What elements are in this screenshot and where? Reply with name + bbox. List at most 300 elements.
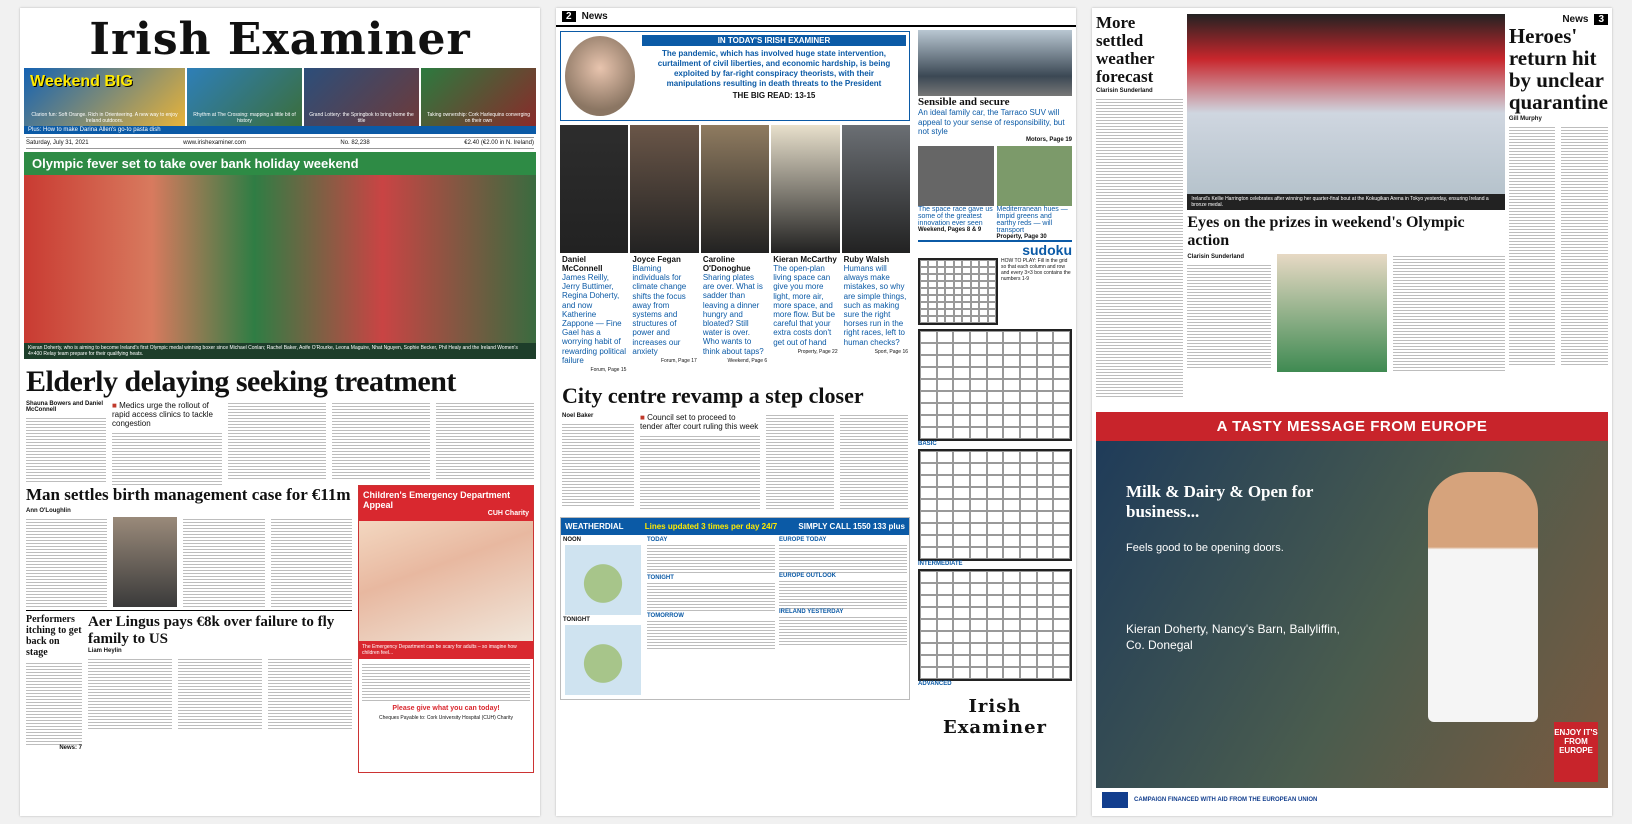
sudoku-cell[interactable] <box>937 267 945 274</box>
sudoku-cell[interactable] <box>987 391 1004 403</box>
sudoku-cell[interactable] <box>979 309 987 316</box>
sudoku-cell[interactable] <box>953 535 970 547</box>
columnist-card[interactable] <box>560 125 628 375</box>
sudoku-cell[interactable] <box>1020 427 1037 439</box>
sudoku-cell[interactable] <box>1053 403 1070 415</box>
sudoku-cell[interactable] <box>1037 331 1054 343</box>
sudoku-cell[interactable] <box>920 367 937 379</box>
sudoku-cell[interactable] <box>920 295 928 302</box>
sudoku-cell[interactable] <box>920 511 937 523</box>
sudoku-cell[interactable] <box>1003 631 1020 643</box>
sudoku-cell[interactable] <box>987 571 1004 583</box>
sudoku-cell[interactable] <box>979 267 987 274</box>
sudoku-cell[interactable] <box>1053 463 1070 475</box>
sudoku-cell[interactable] <box>920 643 937 655</box>
sudoku-cell[interactable] <box>945 309 953 316</box>
sudoku-cell[interactable] <box>920 631 937 643</box>
sudoku-cell[interactable] <box>979 274 987 281</box>
sudoku-cell[interactable] <box>937 655 954 667</box>
sudoku-cell[interactable] <box>987 595 1004 607</box>
sudoku-cell[interactable] <box>987 379 1004 391</box>
sudoku-cell[interactable] <box>1037 427 1054 439</box>
sudoku-cell[interactable] <box>1053 619 1070 631</box>
sudoku-cell[interactable] <box>1053 355 1070 367</box>
charity-cta[interactable]: Please give what you can today! <box>392 705 500 712</box>
sudoku-cell[interactable] <box>1053 367 1070 379</box>
sudoku-cell[interactable] <box>953 595 970 607</box>
sudoku-cell[interactable] <box>945 274 953 281</box>
sudoku-cell[interactable] <box>971 274 979 281</box>
sudoku-cell[interactable] <box>920 655 937 667</box>
sudoku-cell[interactable] <box>937 607 954 619</box>
sudoku-cell[interactable] <box>920 475 937 487</box>
sudoku-cell[interactable] <box>920 274 928 281</box>
sudoku-cell[interactable] <box>937 403 954 415</box>
sudoku-cell[interactable] <box>1003 451 1020 463</box>
sudoku-cell[interactable] <box>979 281 987 288</box>
sudoku-grid[interactable] <box>918 329 1072 441</box>
sudoku-cell[interactable] <box>953 475 970 487</box>
sudoku-cell[interactable] <box>1037 619 1054 631</box>
sudoku-cell[interactable] <box>937 499 954 511</box>
sudoku-cell[interactable] <box>970 595 987 607</box>
sudoku-cell[interactable] <box>987 523 1004 535</box>
columnist-card[interactable] <box>701 125 769 375</box>
sudoku-cell[interactable] <box>962 309 970 316</box>
sudoku-cell[interactable] <box>1053 631 1070 643</box>
sudoku-cell[interactable] <box>970 415 987 427</box>
sudoku-cell[interactable] <box>1020 511 1037 523</box>
sudoku-cell[interactable] <box>920 288 928 295</box>
sudoku-cell[interactable] <box>970 403 987 415</box>
sudoku-cell[interactable] <box>1020 355 1037 367</box>
sudoku-cell[interactable] <box>1003 595 1020 607</box>
sudoku-cell[interactable] <box>1020 451 1037 463</box>
sudoku-cell[interactable] <box>987 583 1004 595</box>
sudoku-cell[interactable] <box>1003 403 1020 415</box>
sudoku-cell[interactable] <box>987 487 1004 499</box>
sudoku-cell[interactable] <box>937 288 945 295</box>
sudoku-cell[interactable] <box>1037 415 1054 427</box>
sudoku-cell[interactable] <box>953 511 970 523</box>
sudoku-cell[interactable] <box>1003 343 1020 355</box>
sudoku-cell[interactable] <box>988 274 996 281</box>
sudoku-cell[interactable] <box>937 547 954 559</box>
promo-cell[interactable] <box>24 68 185 126</box>
sudoku-cell[interactable] <box>937 331 954 343</box>
promo-cell[interactable] <box>419 68 536 126</box>
sudoku-cell[interactable] <box>988 288 996 295</box>
sudoku-cell[interactable] <box>1003 475 1020 487</box>
sudoku-cell[interactable] <box>987 451 1004 463</box>
sudoku-cell[interactable] <box>987 355 1004 367</box>
sudoku-cell[interactable] <box>937 619 954 631</box>
sudoku-cell[interactable] <box>987 547 1004 559</box>
sudoku-cell[interactable] <box>1020 403 1037 415</box>
sudoku-cell[interactable] <box>970 535 987 547</box>
sudoku-cell[interactable] <box>979 295 987 302</box>
sudoku-cell[interactable] <box>937 451 954 463</box>
sudoku-cell[interactable] <box>1053 487 1070 499</box>
sudoku-cell[interactable] <box>979 302 987 309</box>
sudoku-cell[interactable] <box>1053 379 1070 391</box>
sudoku-cell[interactable] <box>954 302 962 309</box>
sudoku-cell[interactable] <box>953 367 970 379</box>
today-cta[interactable]: THE BIG READ: 13-15 <box>732 91 816 100</box>
sudoku-cell[interactable] <box>1003 523 1020 535</box>
sudoku-cell[interactable] <box>953 379 970 391</box>
sudoku-cell[interactable] <box>1053 643 1070 655</box>
sudoku-cell[interactable] <box>1003 667 1020 679</box>
sudoku-cell[interactable] <box>920 535 937 547</box>
sudoku-cell[interactable] <box>920 547 937 559</box>
sudoku-cell[interactable] <box>1037 535 1054 547</box>
sudoku-cell[interactable] <box>988 267 996 274</box>
sudoku-cell[interactable] <box>1037 583 1054 595</box>
sudoku-cell[interactable] <box>953 607 970 619</box>
sudoku-cell[interactable] <box>920 595 937 607</box>
sudoku-cell[interactable] <box>937 281 945 288</box>
sudoku-cell[interactable] <box>1037 631 1054 643</box>
sudoku-cell[interactable] <box>945 302 953 309</box>
sudoku-cell[interactable] <box>962 295 970 302</box>
sudoku-cell[interactable] <box>953 643 970 655</box>
sudoku-cell[interactable] <box>987 619 1004 631</box>
sudoku-cell[interactable] <box>937 316 945 323</box>
sudoku-cell[interactable] <box>1003 643 1020 655</box>
sudoku-cell[interactable] <box>979 288 987 295</box>
sudoku-cell[interactable] <box>928 302 936 309</box>
sudoku-cell[interactable] <box>1003 607 1020 619</box>
sudoku-cell[interactable] <box>1003 355 1020 367</box>
sudoku-cell[interactable] <box>1037 487 1054 499</box>
sudoku-cell[interactable] <box>1020 643 1037 655</box>
sudoku-cell[interactable] <box>953 583 970 595</box>
sudoku-cell[interactable] <box>987 655 1004 667</box>
sudoku-cell[interactable] <box>920 391 937 403</box>
sudoku-cell[interactable] <box>987 403 1004 415</box>
sudoku-cell[interactable] <box>920 451 937 463</box>
sudoku-cell[interactable] <box>971 288 979 295</box>
sudoku-cell[interactable] <box>1020 487 1037 499</box>
columnist-card[interactable] <box>630 125 698 375</box>
sudoku-cell[interactable] <box>1037 499 1054 511</box>
sudoku-cell[interactable] <box>1020 631 1037 643</box>
sudoku-cell[interactable] <box>937 463 954 475</box>
sudoku-cell[interactable] <box>1020 499 1037 511</box>
sudoku-cell[interactable] <box>953 499 970 511</box>
sudoku-cell[interactable] <box>937 427 954 439</box>
sudoku-cell[interactable] <box>937 523 954 535</box>
sudoku-cell[interactable] <box>945 316 953 323</box>
sudoku-cell[interactable] <box>920 302 928 309</box>
sudoku-cell[interactable] <box>970 619 987 631</box>
columnist-card[interactable] <box>771 125 839 375</box>
sudoku-cell[interactable] <box>1020 583 1037 595</box>
sudoku-cell[interactable] <box>988 309 996 316</box>
sudoku-cell[interactable] <box>979 260 987 267</box>
sudoku-cell[interactable] <box>970 667 987 679</box>
sudoku-cell[interactable] <box>953 523 970 535</box>
sudoku-cell[interactable] <box>937 302 945 309</box>
sudoku-cell[interactable] <box>928 295 936 302</box>
sudoku-grid[interactable] <box>918 569 1072 681</box>
sudoku-cell[interactable] <box>937 391 954 403</box>
sudoku-cell[interactable] <box>971 260 979 267</box>
sudoku-cell[interactable] <box>971 295 979 302</box>
sudoku-cell[interactable] <box>987 643 1004 655</box>
sudoku-cell[interactable] <box>970 571 987 583</box>
sudoku-cell[interactable] <box>937 355 954 367</box>
sudoku-cell[interactable] <box>937 511 954 523</box>
sudoku-cell[interactable] <box>945 267 953 274</box>
sudoku-cell[interactable] <box>970 355 987 367</box>
sudoku-cell[interactable] <box>954 267 962 274</box>
sudoku-cell[interactable] <box>1020 619 1037 631</box>
sudoku-cell[interactable] <box>1020 667 1037 679</box>
sudoku-cell[interactable] <box>971 281 979 288</box>
sudoku-cell[interactable] <box>987 343 1004 355</box>
sudoku-cell[interactable] <box>954 281 962 288</box>
sudoku-cell[interactable] <box>945 281 953 288</box>
sudoku-cell[interactable] <box>1020 571 1037 583</box>
sudoku-cell[interactable] <box>953 331 970 343</box>
sudoku-cell[interactable] <box>970 463 987 475</box>
sudoku-cell[interactable] <box>920 331 937 343</box>
sudoku-cell[interactable] <box>970 523 987 535</box>
sudoku-cell[interactable] <box>1053 343 1070 355</box>
sudoku-cell[interactable] <box>953 415 970 427</box>
sudoku-cell[interactable] <box>988 316 996 323</box>
sudoku-cell[interactable] <box>988 302 996 309</box>
sudoku-cell[interactable] <box>920 281 928 288</box>
sudoku-cell[interactable] <box>1020 595 1037 607</box>
sudoku-cell[interactable] <box>1003 463 1020 475</box>
sudoku-cell[interactable] <box>1037 643 1054 655</box>
sudoku-cell[interactable] <box>1053 547 1070 559</box>
sudoku-cell[interactable] <box>953 571 970 583</box>
sudoku-cell[interactable] <box>987 631 1004 643</box>
sudoku-cell[interactable] <box>971 309 979 316</box>
sudoku-cell[interactable] <box>954 295 962 302</box>
sudoku-cell[interactable] <box>953 403 970 415</box>
sudoku-cell[interactable] <box>920 667 937 679</box>
sudoku-cell[interactable] <box>1053 571 1070 583</box>
sudoku-cell[interactable] <box>1037 451 1054 463</box>
sudoku-cell[interactable] <box>1037 655 1054 667</box>
sudoku-cell[interactable] <box>987 607 1004 619</box>
sudoku-cell[interactable] <box>987 475 1004 487</box>
sudoku-cell[interactable] <box>953 619 970 631</box>
sudoku-cell[interactable] <box>937 274 945 281</box>
sudoku-cell[interactable] <box>945 288 953 295</box>
sudoku-cell[interactable] <box>988 260 996 267</box>
sudoku-cell[interactable] <box>962 267 970 274</box>
sudoku-cell[interactable] <box>953 463 970 475</box>
sudoku-cell[interactable] <box>937 643 954 655</box>
sudoku-cell[interactable] <box>1020 463 1037 475</box>
sudoku-cell[interactable] <box>954 316 962 323</box>
sudoku-cell[interactable] <box>1053 607 1070 619</box>
sudoku-cell[interactable] <box>920 316 928 323</box>
sudoku-cell[interactable] <box>954 288 962 295</box>
sudoku-cell[interactable] <box>937 595 954 607</box>
sudoku-cell[interactable] <box>937 309 945 316</box>
sudoku-cell[interactable] <box>920 619 937 631</box>
sudoku-cell[interactable] <box>920 309 928 316</box>
sudoku-cell[interactable] <box>1037 379 1054 391</box>
sudoku-cell[interactable] <box>988 281 996 288</box>
sudoku-cell[interactable] <box>1037 475 1054 487</box>
sudoku-cell[interactable] <box>962 281 970 288</box>
sudoku-cell[interactable] <box>1003 427 1020 439</box>
dairy-ad[interactable] <box>1096 412 1608 812</box>
sudoku-cell[interactable] <box>1037 391 1054 403</box>
sudoku-cell[interactable] <box>937 535 954 547</box>
sudoku-cell[interactable] <box>928 281 936 288</box>
sudoku-cell[interactable] <box>987 367 1004 379</box>
sudoku-cell[interactable] <box>970 331 987 343</box>
sudoku-cell[interactable] <box>1053 499 1070 511</box>
charity-ad[interactable] <box>358 485 534 773</box>
promo-cell[interactable] <box>185 68 302 126</box>
sudoku-cell[interactable] <box>970 631 987 643</box>
sudoku-cell[interactable] <box>937 415 954 427</box>
sudoku-cell[interactable] <box>962 302 970 309</box>
sudoku-cell[interactable] <box>1053 451 1070 463</box>
sudoku-cell[interactable] <box>1037 463 1054 475</box>
sudoku-grid[interactable] <box>918 258 998 325</box>
sudoku-cell[interactable] <box>937 487 954 499</box>
sudoku-cell[interactable] <box>970 607 987 619</box>
sudoku-cell[interactable] <box>953 343 970 355</box>
sudoku-cell[interactable] <box>920 607 937 619</box>
sudoku-cell[interactable] <box>928 267 936 274</box>
sudoku-cell[interactable] <box>937 475 954 487</box>
sudoku-cell[interactable] <box>953 631 970 643</box>
sudoku-cell[interactable] <box>1037 595 1054 607</box>
sudoku-cell[interactable] <box>937 571 954 583</box>
sudoku-cell[interactable] <box>987 463 1004 475</box>
sudoku-cell[interactable] <box>971 302 979 309</box>
sudoku-cell[interactable] <box>953 451 970 463</box>
sudoku-cell[interactable] <box>1020 415 1037 427</box>
sudoku-cell[interactable] <box>1053 595 1070 607</box>
sudoku-cell[interactable] <box>1020 391 1037 403</box>
sudoku-cell[interactable] <box>1003 499 1020 511</box>
sudoku-cell[interactable] <box>953 655 970 667</box>
sudoku-cell[interactable] <box>1037 343 1054 355</box>
sudoku-cell[interactable] <box>1020 367 1037 379</box>
sudoku-cell[interactable] <box>962 274 970 281</box>
sudoku-cell[interactable] <box>1003 487 1020 499</box>
sudoku-cell[interactable] <box>1037 367 1054 379</box>
sudoku-cell[interactable] <box>1020 655 1037 667</box>
sudoku-cell[interactable] <box>1037 571 1054 583</box>
sudoku-cell[interactable] <box>1003 331 1020 343</box>
sudoku-cell[interactable] <box>920 523 937 535</box>
sudoku-grid[interactable] <box>918 449 1072 561</box>
sudoku-cell[interactable] <box>1053 655 1070 667</box>
sudoku-cell[interactable] <box>937 631 954 643</box>
sudoku-cell[interactable] <box>1053 475 1070 487</box>
sudoku-cell[interactable] <box>953 391 970 403</box>
sudoku-cell[interactable] <box>970 343 987 355</box>
sudoku-cell[interactable] <box>987 331 1004 343</box>
sudoku-cell[interactable] <box>920 499 937 511</box>
sudoku-cell[interactable] <box>1037 667 1054 679</box>
sudoku-cell[interactable] <box>1037 547 1054 559</box>
sudoku-cell[interactable] <box>970 427 987 439</box>
sudoku-cell[interactable] <box>988 295 996 302</box>
sudoku-cell[interactable] <box>1003 391 1020 403</box>
promo-banner[interactable] <box>24 68 536 126</box>
sudoku-cell[interactable] <box>920 343 937 355</box>
sudoku-cell[interactable] <box>953 667 970 679</box>
sudoku-cell[interactable] <box>920 403 937 415</box>
sudoku-cell[interactable] <box>1020 475 1037 487</box>
sudoku-cell[interactable] <box>954 274 962 281</box>
sudoku-cell[interactable] <box>920 355 937 367</box>
sudoku-cell[interactable] <box>937 343 954 355</box>
sudoku-cell[interactable] <box>928 274 936 281</box>
sudoku-cell[interactable] <box>1020 607 1037 619</box>
sudoku-cell[interactable] <box>954 260 962 267</box>
sudoku-cell[interactable] <box>928 260 936 267</box>
sudoku-cell[interactable] <box>1037 511 1054 523</box>
sudoku-cell[interactable] <box>1003 571 1020 583</box>
sudoku-cell[interactable] <box>1020 331 1037 343</box>
sudoku-cell[interactable] <box>970 379 987 391</box>
sudoku-cell[interactable] <box>1003 415 1020 427</box>
sudoku-cell[interactable] <box>1037 403 1054 415</box>
sudoku-cell[interactable] <box>920 571 937 583</box>
sudoku-cell[interactable] <box>953 355 970 367</box>
sudoku-cell[interactable] <box>962 288 970 295</box>
sudoku-cell[interactable] <box>953 487 970 499</box>
sudoku-cell[interactable] <box>979 316 987 323</box>
sudoku-cell[interactable] <box>920 487 937 499</box>
sudoku-cell[interactable] <box>987 415 1004 427</box>
sudoku-cell[interactable] <box>920 427 937 439</box>
sudoku-cell[interactable] <box>1003 511 1020 523</box>
sudoku-cell[interactable] <box>987 667 1004 679</box>
sudoku-cell[interactable] <box>1003 547 1020 559</box>
sudoku-cell[interactable] <box>970 643 987 655</box>
sudoku-cell[interactable] <box>937 367 954 379</box>
sudoku-cell[interactable] <box>953 427 970 439</box>
sudoku-cell[interactable] <box>1053 511 1070 523</box>
sudoku-cell[interactable] <box>1053 427 1070 439</box>
sudoku-cell[interactable] <box>937 295 945 302</box>
sudoku-cell[interactable] <box>937 667 954 679</box>
sudoku-cell[interactable] <box>970 583 987 595</box>
sudoku-cell[interactable] <box>987 535 1004 547</box>
sudoku-cell[interactable] <box>928 288 936 295</box>
sudoku-cell[interactable] <box>987 427 1004 439</box>
sudoku-cell[interactable] <box>970 391 987 403</box>
sudoku-cell[interactable] <box>1020 523 1037 535</box>
sudoku-cell[interactable] <box>1053 415 1070 427</box>
sudoku-cell[interactable] <box>945 295 953 302</box>
promo-cell[interactable] <box>302 68 419 126</box>
sudoku-cell[interactable] <box>928 316 936 323</box>
sudoku-cell[interactable] <box>1020 547 1037 559</box>
sudoku-cell[interactable] <box>1003 379 1020 391</box>
sudoku-cell[interactable] <box>920 267 928 274</box>
sudoku-cell[interactable] <box>920 583 937 595</box>
sudoku-cell[interactable] <box>970 487 987 499</box>
